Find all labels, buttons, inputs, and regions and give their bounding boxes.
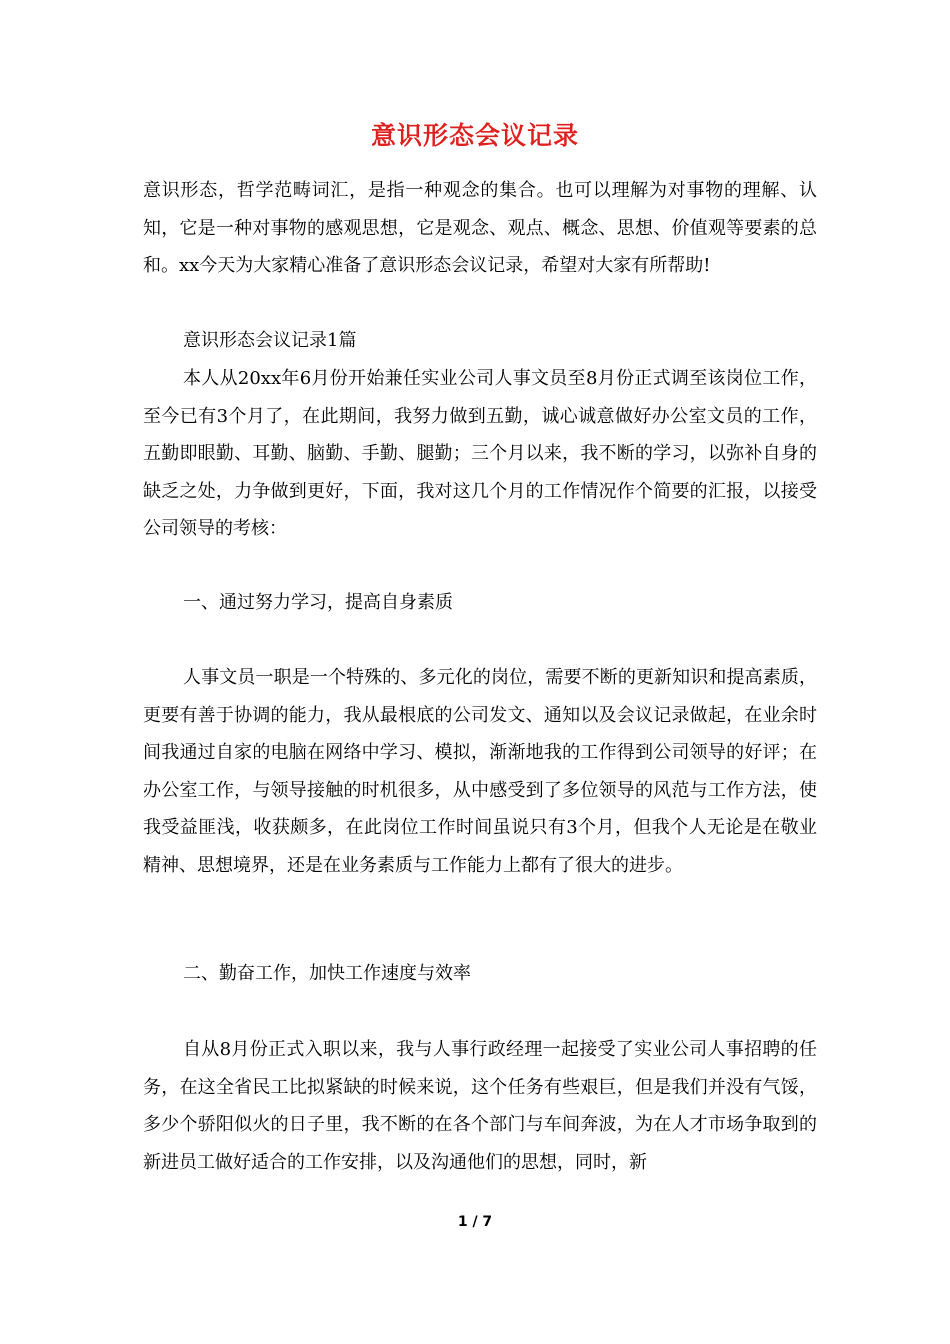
paragraph-3: 自从8月份正式入职以来，我与人事行政经理一起接受了实业公司人事招聘的任务，在这全省民工比拟紧缺的时候来说，这个任务有些艰巨，但是我们并没有气馁，多少个骄阳似火的日子里，我不断的在各个部门与车间奔波，为在人才市场争取到的新进员工做好适合的工作安排，以及沟通他们的思想，同时，新 xyxy=(143,1039,817,1173)
intro-paragraph: 意识形态，哲学范畴词汇，是指一种观念的集合。也可以理解为对事物的理解、认知，它是一种对事物的感观思想，它是观念、观点、概念、思想、价值观等要素的总和。xx今天为大家精心准备了意识形态会议记录，希望对大家有所帮助! xyxy=(143,180,817,276)
subheading-2: 二、勤奋工作，加快工作速度与效率 xyxy=(183,963,471,984)
page-indicator: 1 / 7 xyxy=(457,1214,493,1230)
document-title: 意识形态会议记录 xyxy=(370,121,579,150)
paragraph-2: 人事文员一职是一个特殊的、多元化的岗位，需要不断的更新知识和提高素质，更要有善于协调的能力，我从最根底的公司发文、通知以及会议记录做起，在业余时间我通过自家的电脑在网络中学习、模拟，渐渐地我的工作得到公司领导的好评；在办公室工作，与领导接触的时机很多，从中感受到了多位领导的风范与工作方法，使我受益匪浅，收获颇多，在此岗位工作时间虽说只有3个月，但我个人无论是在敬业精神、思想境界，还是在业务素质与工作能力上都有了很大的进步。 xyxy=(143,667,817,876)
subheading-1: 一、通过努力学习，提高自身素质 xyxy=(183,592,453,613)
paragraph-1: 本人从20xx年6月份开始兼任实业公司人事文员至8月份正式调至该岗位工作，至今已有3个月了，在此期间，我努力做到五勤，诚心诚意做好办公室文员的工作，五勤即眼勤、耳勤、脑勤、手勤、腿勤；三个月以来，我不断的学习，以弥补自身的缺乏之处，力争做到更好，下面，我对这几个月的工作情况作个简要的汇报，以接受公司领导的考核： xyxy=(143,368,817,539)
section-heading: 意识形态会议记录1篇 xyxy=(183,330,357,351)
